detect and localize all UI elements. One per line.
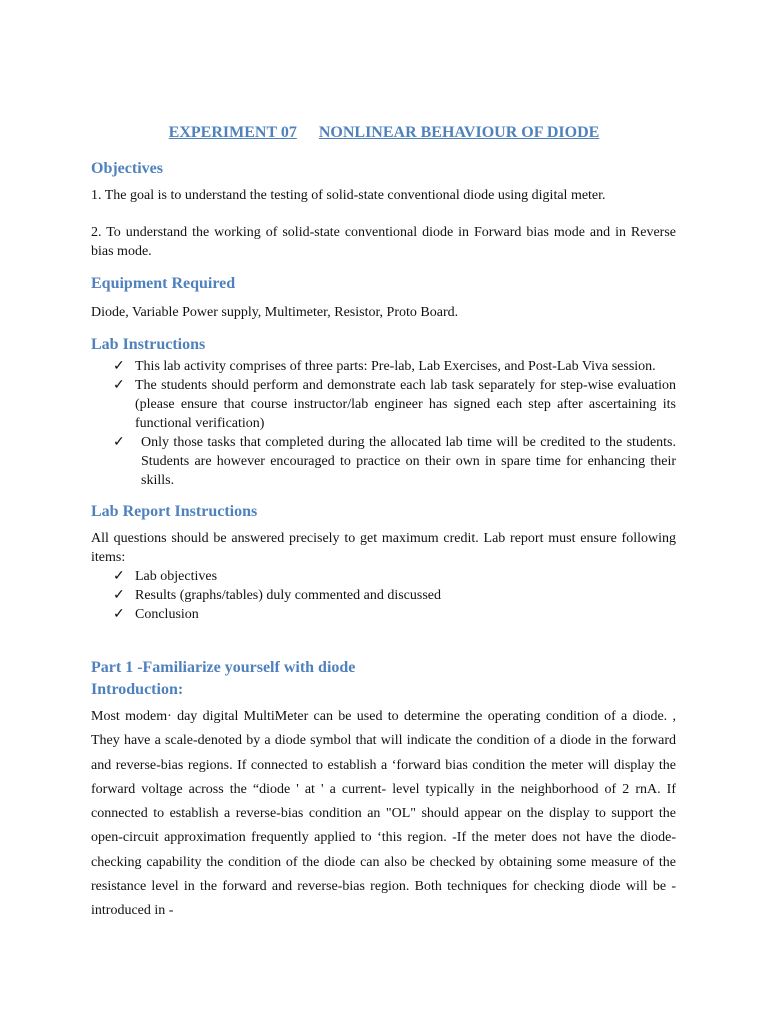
list-item: ✓ Only those tasks that completed during the allocated lab time will be credited to the students. Students are however encouraged to practice on their own in spare time for enhancing their skills.	[113, 435, 676, 488]
introduction-heading: Introduction:	[91, 681, 184, 698]
part1-heading: Part 1 -Familiarize yourself with diode	[91, 659, 356, 676]
checkmark-icon: ✓	[113, 569, 125, 584]
checkmark-icon: ✓	[113, 588, 125, 603]
equipment-heading: Equipment Required	[91, 275, 236, 292]
lab-instructions-heading: Lab Instructions	[91, 336, 206, 353]
checkmark-icon: ✓	[113, 607, 125, 622]
experiment-name: NONLINEAR BEHAVIOUR OF DIODE	[318, 124, 600, 141]
experiment-number: EXPERIMENT 07	[168, 124, 297, 141]
objectives-heading: Objectives	[91, 160, 163, 177]
page-title	[0, 124, 768, 142]
list-item: ✓ Conclusion	[113, 607, 199, 622]
lab-report-heading: Lab Report Instructions	[91, 503, 258, 520]
introduction-text: Most modem· day digital MultiMeter can be used to determine the operating condition of a diode. , They have a scale-denoted by a diode symbol that will indicate the condition of a diode in the forward and reverse-bias regions. If connected to establish a ‘forward bias condition the meter will display the forward voltage across the “diode ' at ' a current- level typically in the neighborhood of 2 rnA. If connected to establish a reverse-bias condition an "OL" should appear on the display to support the open-circuit approximation frequently applied to ‘this region. -If the meter does not have the diode-checking capability the condition of the diode can also be checked by obtaining some measure of the resistance level in the forward and reverse-bias region. Both techniques for checking diode will be -introduced in -	[91, 709, 676, 919]
list-item: ✓ Lab objectives	[113, 569, 218, 584]
equipment-text: Diode, Variable Power supply, Multimeter, Resistor, Proto Board.	[91, 305, 459, 320]
objective-2: 2. To understand the working of solid-state conventional diode in Forward bias mode and in Reverse bias mode.	[91, 225, 676, 259]
checkmark-icon: ✓	[113, 435, 125, 450]
list-item: ✓ This lab activity comprises of three parts: Pre-lab, Lab Exercises, and Post-Lab Viva session.	[113, 359, 656, 374]
lab-instructions-list	[113, 357, 676, 490]
checkmark-icon: ✓	[113, 359, 125, 374]
lab-report-text: All questions should be answered precisely to get maximum credit. Lab report must ensure following items:	[91, 531, 676, 565]
list-item: ✓ Results (graphs/tables) duly commented and discussed	[113, 588, 441, 603]
checkmark-icon: ✓	[113, 378, 125, 393]
objective-1: 1. The goal is to understand the testing of solid-state conventional diode using digital meter.	[91, 188, 606, 203]
list-item: ✓ The students should perform and demonstrate each lab task separately for step-wise evaluation (please ensure that course instructor/lab engineer has signed each step after ascertaining its functional verification)	[113, 378, 676, 431]
lab-report-list	[113, 567, 676, 624]
